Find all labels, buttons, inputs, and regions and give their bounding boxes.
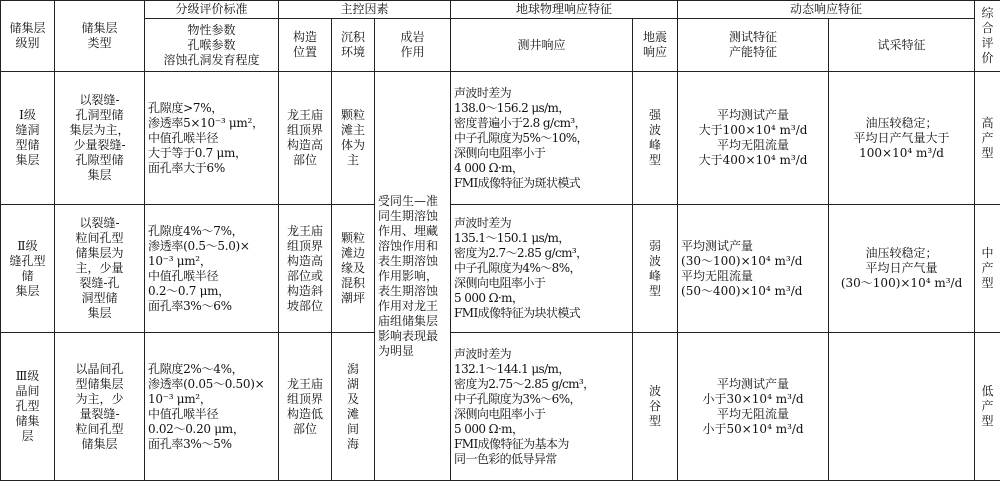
overall-cell: 高 产 型 (975, 72, 1000, 205)
structure-cell: 龙王庙 组顶界 构造高 部位 (279, 72, 332, 205)
production-cell: 油压较稳定； 平均日产气量 (30～100)×10⁴ m³/d (829, 205, 975, 333)
header-dynamic-group: 动态响应特征 (678, 1, 975, 19)
test-cell: 平均测试产量 大于100×10⁴ m³/d 平均无阻流量 大于400×10⁴ m³/d (678, 72, 829, 205)
test-cell: 平均测试产量 小于30×10⁴ m³/d 平均无阻流量 小于50×10⁴ m³/d (678, 333, 829, 481)
header-level: 储集层 级别 (1, 1, 55, 72)
header-seismic: 地震 响应 (633, 19, 678, 72)
table-row (1, 205, 1000, 333)
production-cell: 油压较稳定； 平均日产气量大于 100×10⁴ m³/d (829, 72, 975, 205)
type-cell: 以裂缝- 粒间孔型 储集层为 主，少量 裂缝-孔 洞型储 集层 (55, 205, 145, 333)
params-cell: 孔隙度2%～4%， 渗透率(0.05～0.50)× 10⁻³ μm²， 中值孔喉半径 0.02～0.20 μm， 面孔率3%～5% (145, 333, 279, 481)
overall-cell: 低 产 型 (975, 333, 1000, 481)
sediment-cell: 颗粒 滩边 缘及 混积 潮坪 (332, 205, 375, 333)
table-row (1, 333, 1000, 481)
type-cell: 以裂缝- 孔洞型储 集层为主， 少量裂缝- 孔隙型储 集层 (55, 72, 145, 205)
seismic-cell: 强 波 峰 型 (633, 72, 678, 205)
production-cell (829, 333, 975, 481)
header-sediment: 沉积 环境 (332, 19, 375, 72)
sediment-cell: 潟 湖 及 滩 间 海 (332, 333, 375, 481)
seismic-cell: 弱 波 峰 型 (633, 205, 678, 333)
level-cell: Ⅲ级 晶间 孔型 储集 层 (1, 333, 55, 481)
sediment-cell: 颗粒 滩主 体为 主 (332, 72, 375, 205)
header-grading-params: 物性参数 孔喉参数 溶蚀孔洞发育程度 (145, 19, 279, 72)
type-cell: 以晶间孔 型储集层 为主，少 量裂缝- 粒间孔型 储集层 (55, 333, 145, 481)
header-grading-group: 分级评价标准 (145, 1, 279, 19)
logging-cell: 声波时差为 132.1～144.1 μs/m， 密度为2.75～2.85 g/cm³， 中子孔隙度为3%～6%， 深侧向电阻率小于 5 000 Ω·m， FMI成像特征为基本为 同一色彩的低导异常 (451, 333, 633, 481)
params-cell: 孔隙度4%～7%， 渗透率(0.5～5.0)× 10⁻³ μm²， 中值孔喉半径 0.2～0.7 μm， 面孔率3%～6% (145, 205, 279, 333)
header-geophysics-group: 地球物理响应特征 (451, 1, 678, 19)
header-control-group: 主控因素 (279, 1, 451, 19)
header-type: 储集层 类型 (55, 1, 145, 72)
header-production: 试采特征 (829, 19, 975, 72)
diagenesis-cell: 受同生—准同生期溶蚀作用、埋藏溶蚀作用和表生期溶蚀作用影响，表生期溶蚀作用对龙王庙组储集层影响表现最为明显 (375, 72, 451, 481)
header-test: 测试特征 产能特征 (678, 19, 829, 72)
params-cell: 孔隙度>7%， 渗透率5×10⁻³ μm²， 中值孔喉半径 大于等于0.7 μm， 面孔率大于6% (145, 72, 279, 205)
table-row (1, 72, 1000, 205)
level-cell: Ⅱ级 缝孔型储 集层 (1, 205, 55, 333)
logging-cell: 声波时差为 135.1～150.1 μs/m， 密度为2.7～2.85 g/cm³， 中子孔隙度为4%～8%， 深侧向电阻率小于 5 000 Ω·m， FMI成像特征为块状模式 (451, 205, 633, 333)
structure-cell: 龙王庙 组顶界 构造高 部位或 构造斜 坡部位 (279, 205, 332, 333)
header-logging: 测井响应 (451, 19, 633, 72)
header-structure: 构造 位置 (279, 19, 332, 72)
header-overall: 综合 评价 (975, 1, 1000, 72)
structure-cell: 龙王庙 组顶界 构造低 部位 (279, 333, 332, 481)
seismic-cell: 波 谷 型 (633, 333, 678, 481)
level-cell: Ⅰ级 缝洞 型储 集层 (1, 72, 55, 205)
test-cell: 平均测试产量 (30～100)×10⁴ m³/d 平均无阻流量 (50～400)×10⁴ m³/d (678, 205, 829, 333)
logging-cell: 声波时差为 138.0～156.2 μs/m， 密度普遍小于2.8 g/cm³， 中子孔隙度为5%～10%， 深侧向电阻率小于 4 000 Ω·m， FMI成像特征为斑状模式 (451, 72, 633, 205)
header-diagenesis: 成岩 作用 (375, 19, 451, 72)
overall-cell: 中 产 型 (975, 205, 1000, 333)
